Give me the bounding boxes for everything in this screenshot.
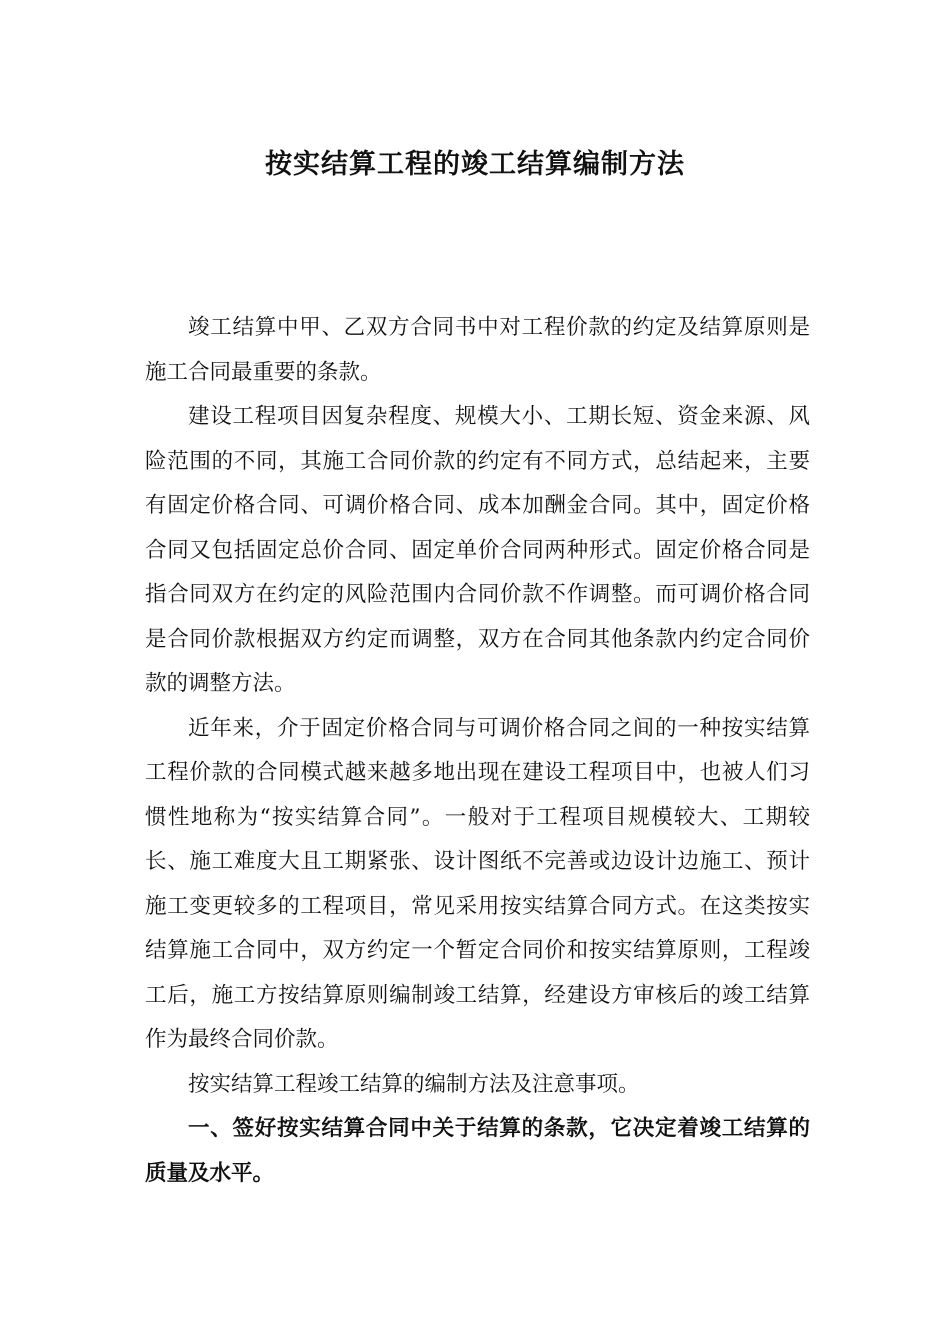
paragraph-method-intro: 按实结算工程竣工结算的编制方法及注意事项。	[188, 1071, 640, 1097]
document-title: 按实结算工程的竣工结算编制方法	[265, 149, 685, 180]
paragraph-intro: 竣工结算中甲、乙双方合同书中对工程价款的约定及结算原则是施工合同最重要的条款。	[145, 315, 810, 385]
document-body	[145, 306, 810, 1196]
paragraph-contract-types: 建设工程项目因复杂程度、规模大小、工期长短、资金来源、风险范围的不同，其施工合同价款的约定有不同方式，总结起来，主要有固定价格合同、可调价格合同、成本加酬金合同。其中，固定价格合同又包括固定总价合同、固定单价合同两种形式。固定价格合同是指合同双方在约定的风险范围内合同价款不作调整。而可调价格合同是合同价款根据双方约定而调整，双方在合同其他条款内约定合同价款的调整方法。	[145, 404, 810, 696]
section-heading-1: 一、签好按实结算合同中关于结算的条款，它决定着竣工结算的质量及水平。	[145, 1116, 810, 1186]
paragraph-actual-settlement: 近年来，介于固定价格合同与可调价格合同之间的一种按实结算工程价款的合同模式越来越多地出现在建设工程项目中，也被人们习惯性地称为“按实结算合同”。一般对于工程项目规模较大、工期较长、施工难度大且工期紧张、设计图纸不完善或边设计边施工、预计施工变更较多的工程项目，常见采用按实结算合同方式。在这类按实结算施工合同中，双方约定一个暂定合同价和按实结算原则，工程竣工后，施工方按结算原则编制竣工结算，经建设方审核后的竣工结算作为最终合同价款。	[145, 715, 810, 1052]
